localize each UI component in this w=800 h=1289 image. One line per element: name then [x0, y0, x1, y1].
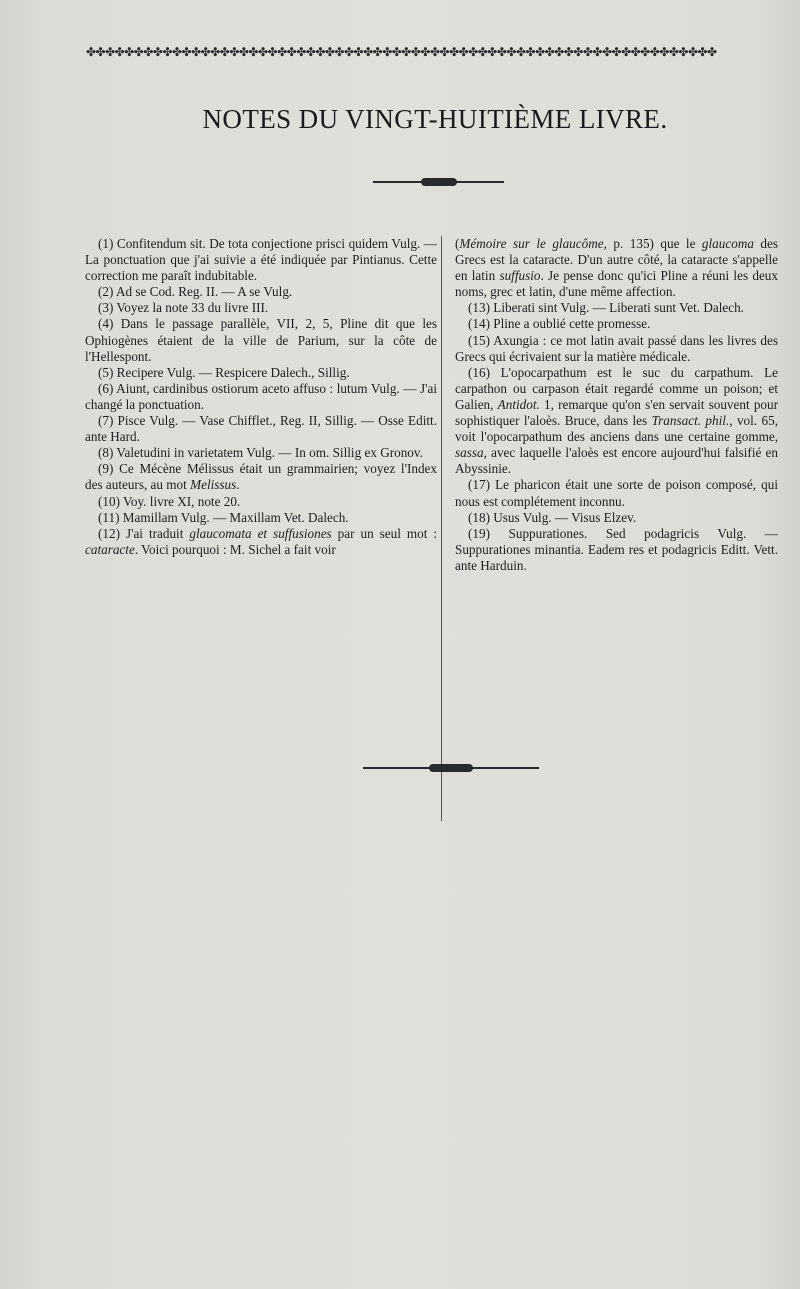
- note-11: (11) Mamillam Vulg. — Maxillam Vet. Dalech.: [98, 509, 349, 525]
- note-14: (14) Pline a oublié cette promesse.: [468, 316, 651, 332]
- note-12-continued: (Mémoire sur le glaucôme, p. 135) que le glaucoma des Grecs est la cataracte. D'un autre côté, la cataracte s'appelle en latin suffusio. Je pense donc qu'ici Pline a réuni les deux noms, grec et latin, d'une même affection.: [455, 236, 778, 300]
- note-17: (17) Le pharicon était une sorte de poison composé, qui nous est complétement inconnu.: [455, 477, 778, 509]
- note-3: (3) Voyez la note 33 du livre III.: [98, 300, 269, 316]
- note-19: (19) Suppurationes. Sed podagricis Vulg. — Suppurationes minantia. Eadem res et podagricis Editt. Vett. ante Harduin.: [455, 525, 778, 573]
- note-12: (12) J'ai traduit glaucomata et suffusiones par un seul mot : cataracte. Voici pourquoi : M. Sichel a fait voir: [85, 525, 438, 557]
- note-15: (15) Axungia : ce mot latin avait passé dans les livres des Grecs qui écrivaient sur la matière médicale.: [455, 332, 778, 364]
- note-9: (9) Ce Mécène Mélissus était un grammairien; voyez l'Index des auteurs, au mot Melissus.: [85, 461, 437, 493]
- note-6: (6) Aiunt, cardinibus ostiorum aceto affuso : lutum Vulg. — J'ai changé la ponctuation.: [85, 380, 437, 412]
- note-5: (5) Recipere Vulg. — Respicere Dalech., Sillig.: [98, 364, 350, 380]
- right-column: [455, 236, 778, 574]
- note-13: (13) Liberati sint Vulg. — Liberati sunt Vet. Dalech.: [468, 300, 744, 316]
- note-1: (1) Confitendum sit. De tota conjectione prisci quidem Vulg. — La ponctuation que j'ai suivie a été indiquée par Pintianus. Cette correction me paraît indubitable.: [85, 236, 437, 284]
- note-4: (4) Dans le passage parallèle, VII, 2, 5, Pline dit que les Ophiogènes étaient de la ville de Parium, sur la côte de l'Hellespont.: [85, 316, 437, 364]
- left-column: [85, 236, 437, 558]
- column-rule: [441, 236, 442, 821]
- note-7: (7) Pisce Vulg. — Vase Chifflet., Reg. II, Sillig. — Osse Editt. ante Hard.: [85, 413, 437, 445]
- note-18: (18) Usus Vulg. — Visus Elzev.: [468, 509, 637, 525]
- note-8: (8) Valetudini in varietatem Vulg. — In om. Sillig ex Gronov.: [98, 445, 423, 461]
- note-16: (16) L'opocarpathum est le suc du carpathum. Le carpathon ou carpason était regardé comme un poison; et Galien, Antidot. 1, remarque qu'on s'en servait souvent pour sophistiquer l'aloès. Bruce, dans les Transact. phil., vol. 65, voit l'opocarpathum des anciens dans une certaine gomme, sassa, avec laquelle l'aloès est encore aujourd'hui falsifié en Abyssinie.: [455, 364, 779, 477]
- note-2: (2) Ad se Cod. Reg. II. — A se Vulg.: [98, 284, 293, 300]
- title-divider-ornament: [373, 178, 504, 186]
- ornamental-header-band: ✤✤✤✤✤✤✤✤✤✤✤✤✤✤✤✤✤✤✤✤✤✤✤✤✤✤✤✤✤✤✤✤✤✤✤✤✤✤✤✤✤✤✤✤✤✤✤✤✤✤✤✤✤✤✤✤✤✤✤✤✤✤✤✤✤✤: [86, 45, 717, 59]
- note-10: (10) Voy. livre XI, note 20.: [98, 493, 241, 509]
- closing-divider-ornament: [363, 764, 539, 772]
- page-title: NOTES DU VINGT-HUITIÈME LIVRE.: [202, 104, 668, 134]
